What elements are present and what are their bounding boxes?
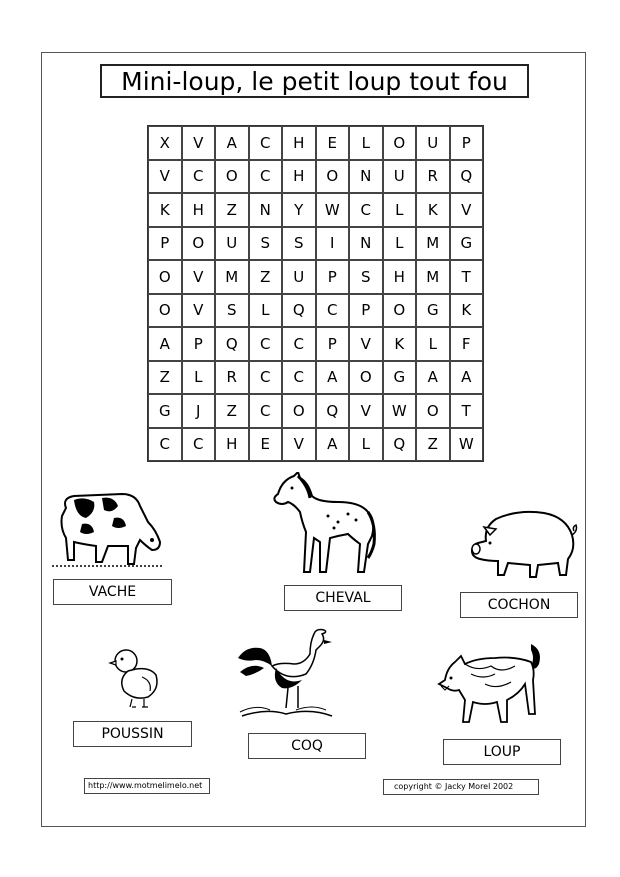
grid-cell: H	[182, 193, 216, 227]
grid-cell: A	[148, 327, 182, 361]
grid-cell: P	[182, 327, 216, 361]
grid-cell: N	[349, 160, 383, 194]
grid-cell: V	[182, 260, 216, 294]
word-label-cheval: CHEVAL	[284, 585, 402, 611]
word-search-grid	[147, 125, 484, 462]
grid-cell: O	[316, 160, 350, 194]
cow-illustration	[52, 488, 164, 570]
grid-cell: Z	[249, 260, 283, 294]
grid-cell: H	[282, 160, 316, 194]
grid-cell: Y	[282, 193, 316, 227]
grid-cell: L	[416, 327, 450, 361]
grid-cell: E	[316, 126, 350, 160]
grid-cell: O	[349, 361, 383, 395]
grid-cell: K	[450, 294, 484, 328]
chick-illustration	[108, 645, 163, 710]
grid-cell: V	[182, 126, 216, 160]
grid-cell: H	[215, 428, 249, 462]
grid-cell: O	[282, 394, 316, 428]
grid-cell: Q	[316, 394, 350, 428]
website-url: http://www.motmelimelo.net	[84, 778, 210, 794]
grid-cell: G	[416, 294, 450, 328]
grid-cell: C	[282, 327, 316, 361]
grid-cell: C	[316, 294, 350, 328]
grid-cell: V	[349, 327, 383, 361]
grid-cell: H	[282, 126, 316, 160]
grid-cell: Q	[450, 160, 484, 194]
grid-cell: R	[215, 361, 249, 395]
copyright-notice: copyright © Jacky Morel 2002	[383, 779, 539, 795]
grid-cell: A	[450, 361, 484, 395]
grid-cell: C	[182, 160, 216, 194]
grid-cell: L	[349, 428, 383, 462]
grid-cell: A	[215, 126, 249, 160]
grid-cell: C	[182, 428, 216, 462]
grid-cell: O	[416, 394, 450, 428]
grid-cell: S	[249, 227, 283, 261]
grid-cell: C	[249, 361, 283, 395]
grid-cell: S	[215, 294, 249, 328]
grid-cell: K	[383, 327, 417, 361]
grid-cell: L	[249, 294, 283, 328]
grid-cell: N	[249, 193, 283, 227]
grid-cell: P	[316, 327, 350, 361]
grid-cell: W	[450, 428, 484, 462]
grid-cell: V	[182, 294, 216, 328]
grid-cell: O	[383, 126, 417, 160]
grid-cell: Q	[383, 428, 417, 462]
grid-cell: T	[450, 394, 484, 428]
grid-cell: G	[148, 394, 182, 428]
grid-cell: C	[249, 160, 283, 194]
grid-cell: O	[383, 294, 417, 328]
grid-cell: K	[148, 193, 182, 227]
grid-cell: P	[450, 126, 484, 160]
grid-cell: A	[316, 361, 350, 395]
grid-cell: U	[383, 160, 417, 194]
grid-cell: V	[349, 394, 383, 428]
grid-cell: Z	[416, 428, 450, 462]
grid-cell: L	[349, 126, 383, 160]
rooster-illustration	[236, 628, 336, 720]
grid-cell: Z	[148, 361, 182, 395]
grid-cell: U	[282, 260, 316, 294]
grid-cell: M	[416, 260, 450, 294]
grid-cell: L	[182, 361, 216, 395]
grid-cell: S	[282, 227, 316, 261]
grid-cell: I	[316, 227, 350, 261]
grid-cell: P	[349, 294, 383, 328]
grid-cell: U	[215, 227, 249, 261]
grid-cell: C	[249, 394, 283, 428]
word-label-loup: LOUP	[443, 739, 561, 765]
grid-cell: M	[215, 260, 249, 294]
grid-cell: C	[349, 193, 383, 227]
grid-cell: A	[416, 361, 450, 395]
grid-cell: Z	[215, 193, 249, 227]
grid-cell: V	[450, 193, 484, 227]
grid-cell: G	[450, 227, 484, 261]
grid-cell: X	[148, 126, 182, 160]
grid-cell: V	[282, 428, 316, 462]
grid-cell: C	[249, 126, 283, 160]
grid-cell: A	[316, 428, 350, 462]
grid-cell: O	[148, 260, 182, 294]
grid-cell: P	[316, 260, 350, 294]
grid-cell: K	[416, 193, 450, 227]
grid-cell: S	[349, 260, 383, 294]
grid-cell: V	[148, 160, 182, 194]
grid-cell: W	[383, 394, 417, 428]
grid-cell: W	[316, 193, 350, 227]
word-label-vache: VACHE	[53, 579, 172, 605]
grid-cell: M	[416, 227, 450, 261]
grid-cell: C	[148, 428, 182, 462]
grid-cell: C	[249, 327, 283, 361]
grid-cell: G	[383, 361, 417, 395]
word-label-cochon: COCHON	[460, 592, 578, 618]
page-title: Mini-loup, le petit loup tout fou	[100, 64, 529, 98]
grid-cell: F	[450, 327, 484, 361]
grid-cell: J	[182, 394, 216, 428]
grid-cell: O	[215, 160, 249, 194]
grid-cell: N	[349, 227, 383, 261]
horse-illustration	[268, 472, 378, 577]
grid-cell: Z	[215, 394, 249, 428]
wolf-illustration	[435, 640, 547, 726]
pig-illustration	[468, 505, 578, 583]
grid-cell: Q	[282, 294, 316, 328]
grid-cell: Q	[215, 327, 249, 361]
grid-cell: L	[383, 193, 417, 227]
grid-cell: P	[148, 227, 182, 261]
grid-cell: O	[148, 294, 182, 328]
word-label-poussin: POUSSIN	[73, 721, 192, 747]
word-label-coq: COQ	[248, 733, 366, 759]
grid-cell: C	[282, 361, 316, 395]
grid-cell: L	[383, 227, 417, 261]
grid-cell: E	[249, 428, 283, 462]
grid-cell: O	[182, 227, 216, 261]
grid-cell: R	[416, 160, 450, 194]
grid-cell: H	[383, 260, 417, 294]
grid-cell: U	[416, 126, 450, 160]
grid-cell: T	[450, 260, 484, 294]
